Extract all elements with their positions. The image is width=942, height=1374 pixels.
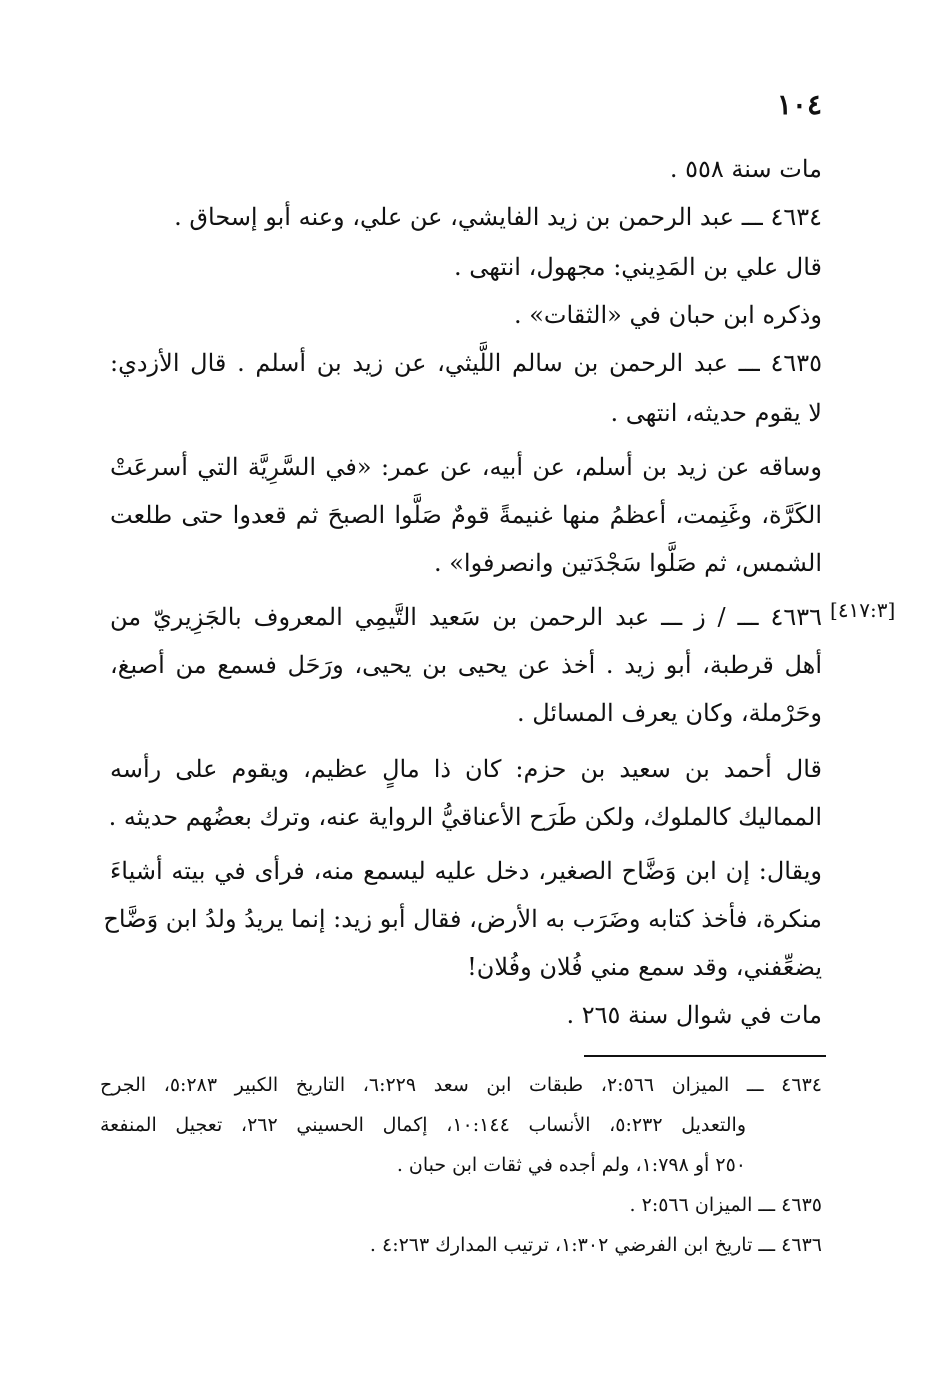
body-line: المماليك كالملوك، ولكن طَرَح الأعناقيُّ الرواية عنه، وترك بعضُهم حديثه . <box>108 803 822 831</box>
body-line: منكرة، فأخذ كتابه وضَرَب به الأرض، فقال أبو زيد: إنما يريدُ ولدُ ابن وَضَّاح <box>103 905 822 933</box>
footnote-4636: ٤٦٣٦ ـــ تاريخ ابن الفرضي ١:٣٠٢، ترتيب المدارك ٤:٢٦٣ . <box>369 1234 822 1256</box>
body-line: مات سنة ٥٥٨ . <box>669 155 822 183</box>
body-line: الشمس، ثم صَلَّوا سَجْدَتين وانصرفوا» . <box>433 549 822 577</box>
footnote-divider <box>584 1055 826 1057</box>
body-line: لا يقوم حديثه، انتهى . <box>610 399 822 427</box>
body-line: قال علي بن المَدِيني: مجهول، انتهى . <box>454 253 822 281</box>
footnote-4635: ٤٦٣٥ ـــ الميزان ٢:٥٦٦ . <box>629 1194 822 1216</box>
body-line: مات في شوال سنة ٢٦٥ . <box>566 1001 822 1029</box>
entry-4634-heading: ٤٦٣٤ ـــ عبد الرحمن بن زيد الفايشي، عن علي، وعنه أبو إسحاق . <box>174 203 822 231</box>
entry-4635-heading: ٤٦٣٥ ـــ عبد الرحمن بن سالم اللَّيثي، عن زيد بن أسلم . قال الأزدي: <box>110 349 822 377</box>
body-line: الكَرَّة، وغَنِمت، أعظمُ منها غنيمةً قومٌ صَلَّوا الصبحَ ثم قعدوا حتى طلعت <box>110 501 822 529</box>
body-line: وساقه عن زيد بن أسلم، عن أبيه، عن عمر: «في السَّرِيَّة التي أسرعَتْ <box>110 453 822 481</box>
entry-4636-heading: ٤٦٣٦ ـــ / ز ـــ عبد الرحمن بن سَعيد التَّيمِي المعروف بالجَزِيريّ من <box>110 603 822 631</box>
footnote-line: والتعديل ٥:٢٣٢، الأنساب ١٠:١٤٤، إكمال الحسيني ٢٦٢، تعجيل المنفعة <box>100 1114 746 1136</box>
body-line: وحَرْملة، وكان يعرف المسائل . <box>517 699 822 727</box>
body-line: ويقال: إن ابن وَضَّاح الصغير، دخل عليه ليسمع منه، فرأى في بيته أشياءَ <box>110 857 822 885</box>
body-line: قال أحمد بن سعيد بن حزم: كان ذا مالٍ عظيم، ويقوم على رأسه <box>110 755 822 783</box>
footnote-line: ٢٥٠ أو ١:٧٩٨، ولم أجده في ثقات ابن حبان . <box>396 1154 746 1176</box>
body-line: يضعِّفني، وقد سمع مني فُلان وفُلان! <box>467 953 822 981</box>
footnote-4634: ٤٦٣٤ ـــ الميزان ٢:٥٦٦، طبقات ابن سعد ٦:٢٢٩، التاريخ الكبير ٥:٢٨٣، الجرح <box>100 1074 822 1096</box>
margin-reference: [٤١٧:٣] <box>830 598 896 622</box>
body-line: وذكره ابن حبان في «الثقات» . <box>513 301 822 329</box>
page-number: ١٠٤ <box>776 88 822 121</box>
body-line: أهل قرطبة، أبو زيد . أخذ عن يحيى بن يحيى، ورَحَل فسمع من أصبغ، <box>110 651 822 679</box>
